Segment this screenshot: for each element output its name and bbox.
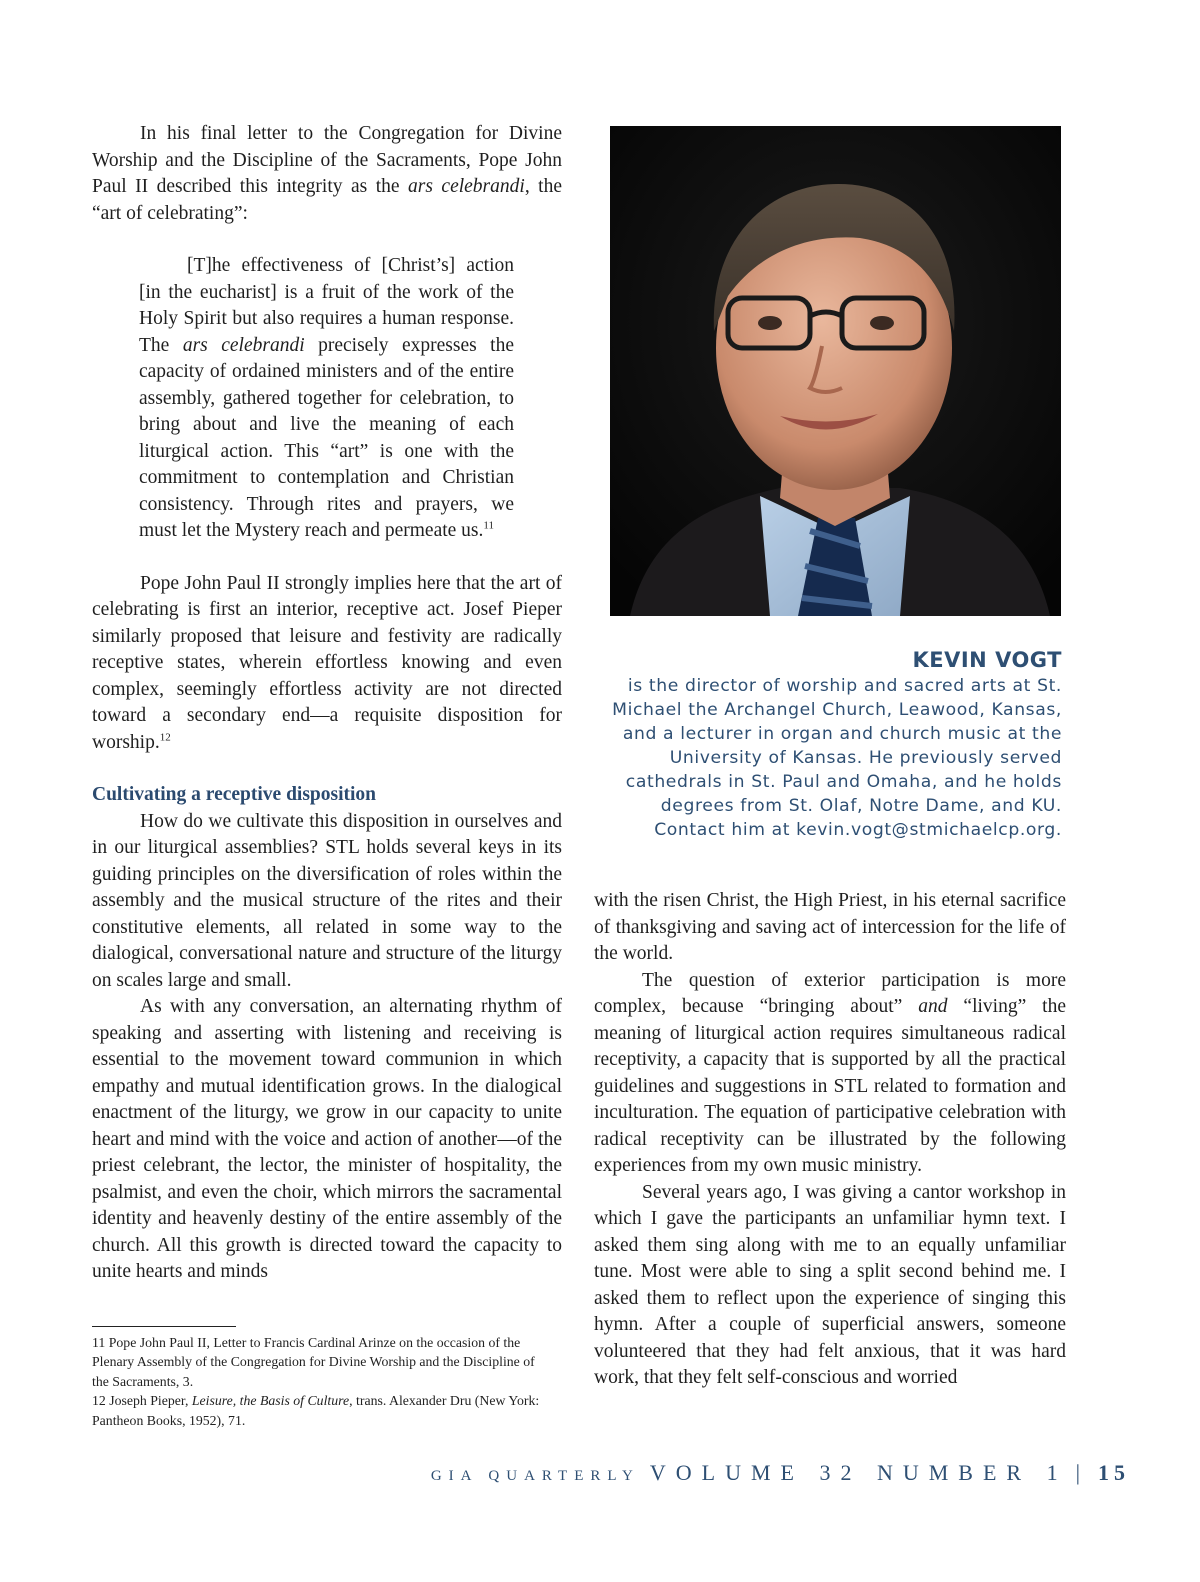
- volume-number: VOLUME 32 NUMBER 1: [649, 1460, 1068, 1485]
- footnote-11: 11 Pope John Paul II, Letter to Francis Cardinal Arinze on the occasion of the Plenary Assembly of the Congregation for Divine Worship and the Discipline of the Sacraments, 3.: [92, 1335, 535, 1389]
- author-photo: [610, 126, 1061, 616]
- page-number: 15: [1098, 1460, 1130, 1485]
- footnotes: [92, 1333, 554, 1430]
- author-description: is the director of worship and sacred arts at St. Michael the Archangel Church, Leawood, Kansas, and a lecturer in organ and church music at the University of Kansas. He previously served cathedrals in St. Paul and Omaha, and he holds degrees from St. Olaf, Notre Dame, and KU. Contact him at kevin.vogt@stmichaelcp.org.: [612, 676, 1062, 840]
- body-paragraph: The question of exterior participation is more complex, because “bringing about” and “living” the meaning of liturgical action requires simultaneous radical receptivity, a capacity that is supported by all the practical guidelines and suggestions in STL related to formation and inculturation. The equation of participative celebration with radical receptivity can be illustrated by the following experiences from my own music ministry.: [594, 969, 1066, 1176]
- page-footer: [431, 1460, 1130, 1486]
- body-paragraph: How do we cultivate this disposition in ourselves and in our liturgical assemblies? STL holds several keys in its guiding principles on the diversification of roles within the assembly and the musical structure of the rites and their constitutive elements, all related in some way to the dialogical, conversational nature and structure of the liturgy on scales large and small.: [92, 810, 562, 991]
- footnote-ref-11: 11: [483, 519, 494, 532]
- left-column: [92, 121, 562, 1286]
- footnote-12: 12 Joseph Pieper, Leisure, the Basis of Culture, trans. Alexander Dru (New York: Pantheon Books, 1952), 71.: [92, 1393, 540, 1428]
- footer-separator: |: [1075, 1460, 1080, 1485]
- author-name: KEVIN VOGT: [912, 648, 1062, 672]
- footnote-divider: [92, 1326, 236, 1327]
- footnote-ref-12: 12: [159, 731, 171, 743]
- intro-paragraph: In his final letter to the Congregation for Divine Worship and the Discipline of the Sacraments, Pope John Paul II described this integrity as the ars celebrandi, the “art of celebrating”:: [92, 123, 562, 224]
- right-column: [594, 888, 1066, 1392]
- body-paragraph: Pope John Paul II strongly implies here that the art of celebrating is first an interior, receptive act. Josef Pieper similarly proposed that leisure and festivity are radically receptive states, wherein effortless knowing and even complex, seemingly effortless activity are not directed toward a secondary end—a requisite disposition for worship.$^{12}$: [92, 572, 562, 753]
- block-quote: [T]he effectiveness of [Christ’s] action [in the eucharist] is a fruit of the work of the Holy Spirit but also requires a human response. The ars celebrandi precisely expresses the capacity of ordained ministers and of the entire assembly, gathered together for celebration, to bring about and live the meaning of each liturgical action. This “art” is one with the commitment to contemplation and Christian consistency. Through rites and prayers, we must let the Mystery reach and permeate us.$^{11}$: [139, 255, 514, 541]
- magazine-name: GIA QUARTERLY: [430, 1468, 640, 1484]
- body-paragraph: Several years ago, I was giving a cantor workshop in which I gave the participants an unfamiliar hymn text. I asked them sing along with me to an equally unfamiliar tune. Most were able to sing a split second behind me. I asked them to reflect upon the experience of singing this hymn. After a couple of superficial answers, someone volunteered that they had felt anxious, that it was hard work, that they felt self-conscious and worried: [594, 1181, 1066, 1388]
- portrait-image: [610, 126, 1061, 616]
- section-heading: Cultivating a receptive disposition: [92, 784, 377, 805]
- author-bio: [590, 646, 1062, 842]
- body-paragraph: with the risen Christ, the High Priest, in his eternal sacrifice of thanksgiving and saving act of intercession for the life of the world.: [594, 890, 1066, 964]
- body-paragraph: As with any conversation, an alternating rhythm of speaking and asserting with listening and receiving is essential to the movement toward communion in which empathy and mutual identification grows. In the dialogical enactment of the liturgy, we grow in our capacity to unite heart and mind with the voice and action of another—of the priest celebrant, the lector, the minister of hospitality, the psalmist, and even the choir, which mirrors the sacramental identity and heavenly destiny of the entire assembly of the church. All this growth is directed toward the capacity to unite hearts and minds: [92, 996, 562, 1282]
